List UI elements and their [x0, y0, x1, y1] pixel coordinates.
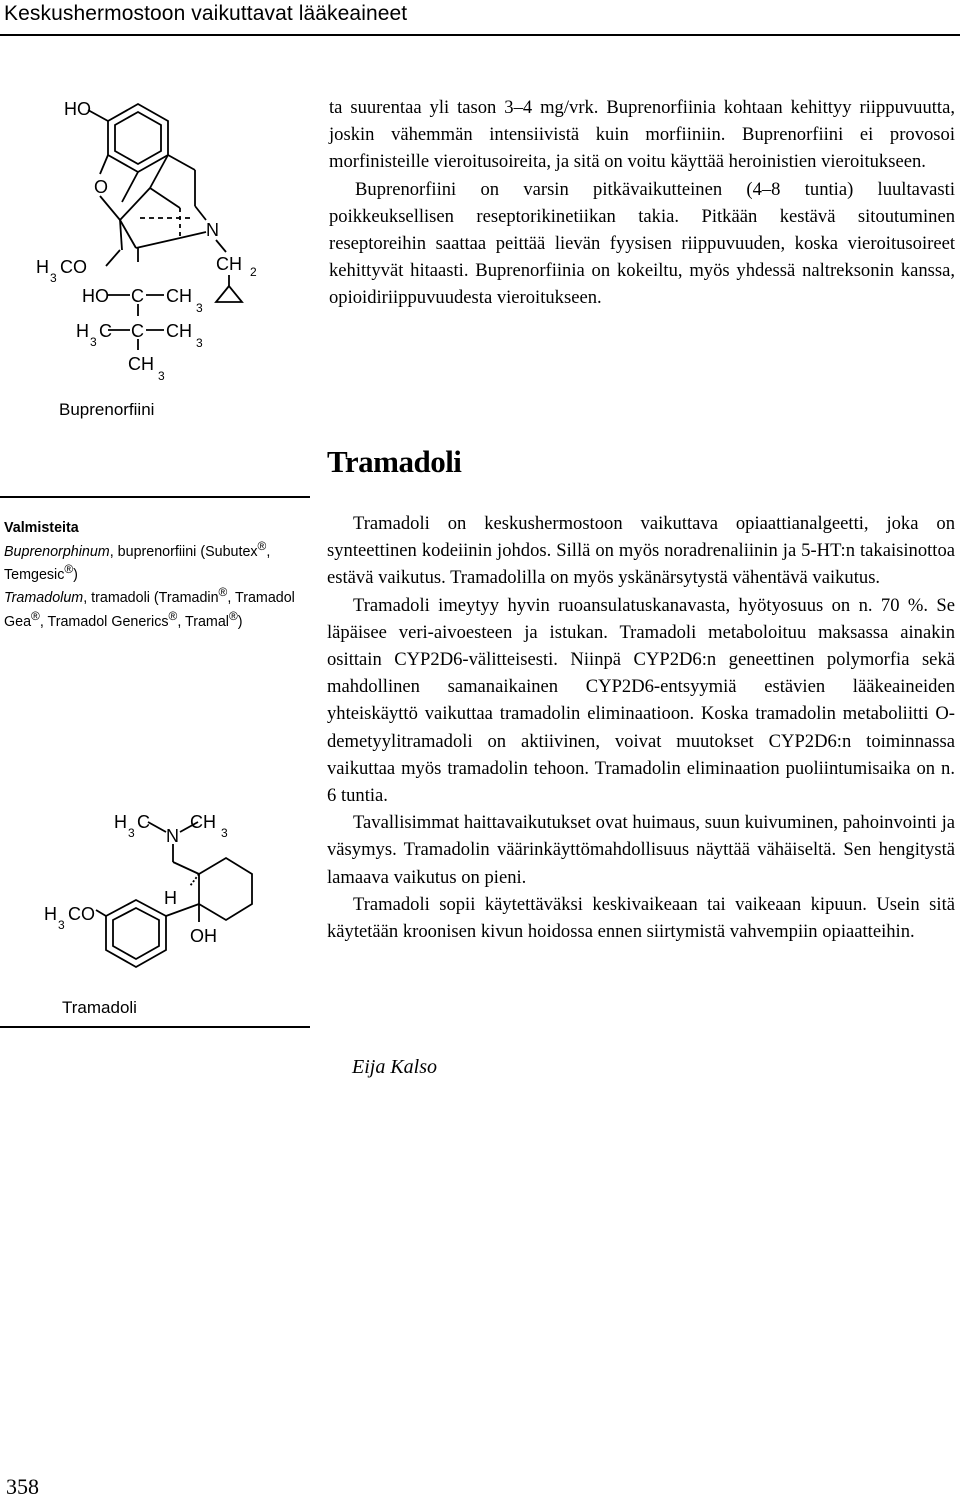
ch3-a-label: CH: [166, 286, 192, 306]
methoxy-co-label: CO: [68, 904, 95, 924]
sidebar-text-4: , tramadoli (Tramadin: [83, 590, 219, 607]
author: Eija Kalso: [352, 1056, 438, 1078]
cyclohexane-ring: [199, 858, 252, 920]
tramadol-paragraph-4: Tramadoli sopii käytettäväksi keskivaikeaan tai vaikeaan kipuun. Usein sitä käytetään kroonisen kivun hoidossa ennen siirtymistä vahvempiin opiaatteihin.: [327, 893, 955, 943]
h-label: H: [164, 888, 177, 908]
sidebar-text-1: , buprenorfiini (Subutex: [109, 543, 258, 560]
reg-mark: ®: [168, 608, 178, 623]
methoxy-sub: 3: [50, 271, 57, 285]
tramadol-n-label: N: [166, 826, 179, 846]
c1-label: C: [131, 286, 144, 306]
sidebar-tramadolum: Tramadolum: [4, 590, 84, 607]
tramadol-paragraph-2: Tramadoli imeytyy hyvin ruoansulatuskanavasta, hyötyosuus on n. 70 %. Se läpäisee veri-aivoesteen ja istukan. Tramadoli metaboloituu maksassa ainakin osittain CYP2D6-välitteisesti. Niinpä CYP2D6:n geneettinen polymorfia sekä mahdollinen samanaikainen CYP2D6-entsyymiä estävien lääkeaineiden yhteiskäyttö vaikuttaa tramadolin eliminaatioon. Koska tramadolin metaboliitti O-demetyylitramadoli on aktiivinen, voivat muutokset CYP2D6:n toiminnassa vaikuttaa myös tramadolin tehoon. Tramadolin eliminaation puoliintumisaika on n. 6 tuntia.: [327, 594, 955, 807]
ch3-b-sub: 3: [196, 336, 203, 350]
sidebar-text-7: , Tramal: [177, 613, 229, 630]
h3c-left-c: C: [137, 812, 150, 832]
sidebar-text-3: ): [73, 566, 78, 583]
buprenorphine-structure: [30, 90, 290, 390]
h3c-sub: 3: [90, 335, 97, 349]
oh-label: OH: [190, 926, 217, 946]
sidebar-text: [4, 520, 306, 631]
buprenorphine-caption: Buprenorfiini: [59, 400, 155, 419]
sidebar-text-2: , Temgesic: [4, 543, 271, 583]
header-rule: [0, 34, 960, 36]
ch3-b-label: CH: [166, 321, 192, 341]
tramadol-structure: [40, 800, 310, 990]
tramadol-paragraph-3: Tavallisimmat haittavaikutukset ovat huimaus, suun kuivuminen, pahoinvointi ja väsymys. Tramadolin väärinkäyttömahdollisuus näyttää vähäiseltä. Sen hengitystä lamaava vaikutus on pieni.: [327, 812, 955, 888]
h3c-left-sub: 3: [128, 826, 135, 840]
ch3-a-sub: 3: [196, 301, 203, 315]
reg-mark: ®: [31, 608, 40, 623]
sidebar-buprenorphinum: Buprenorphinum: [4, 543, 110, 560]
reg-mark: ®: [218, 585, 228, 600]
reg-mark: ®: [64, 561, 74, 576]
methoxy-co: CO: [60, 257, 87, 277]
benzene-ring: [106, 900, 166, 967]
ch3-c-sub: 3: [158, 369, 165, 383]
methoxy-sub-label: 3: [58, 918, 65, 932]
sidebar-text-5: , Tramadol Gea: [4, 590, 295, 630]
section-heading: Tramadoli: [327, 444, 462, 479]
tramadol-column: [327, 510, 955, 945]
ho-top-label: HO: [64, 99, 91, 119]
n-label: N: [206, 220, 219, 240]
intro-paragraph-1: ta suurentaa yli tason 3–4 mg/vrk. Buprenorfiinia kohtaan kehittyy riippuvuutta, joskin vähemmän intensiivistä kuin morfiiniin. Buprenorfiini ei provosoi morfinisteille vieroitusoireita, ja sitä on voitu käyttää heroinistien vieroitukseen.: [329, 97, 955, 173]
page-number: 358: [6, 1474, 39, 1499]
sidebar-title: Valmisteita: [4, 520, 79, 536]
c2-label: C: [131, 321, 144, 341]
h3c-left-h: H: [114, 812, 127, 832]
tramadol-svg: [40, 800, 310, 990]
ch2-label: CH: [216, 254, 242, 274]
running-head: Keskushermostoon vaikuttavat lääkeaineet: [4, 2, 408, 25]
ch3-c-label: CH: [128, 354, 154, 374]
buprenorphine-svg: [30, 90, 290, 390]
methoxy-h-label: H: [44, 904, 57, 924]
intro-column: [329, 94, 955, 312]
ho-c-label: HO: [82, 286, 109, 306]
intro-paragraph-2: Buprenorfiini on varsin pitkävaikutteinen (4–8 tuntia) luultavasti poikkeuksellisen reseptorikinetiikan takia. Pitkään kestävä sitoutuminen reseptoreihin saattaa peittää lievän fyysisen riippuvuuden, koska vieroitusoireet kehittyvät hitaasti. Buprenorfiinia on kokeiltu, myös yhdessä naltreksonin kanssa, opioidiriippuvuudesta vieroitukseen.: [329, 178, 955, 309]
sidebar-text-6: , Tramadol Generics: [39, 613, 169, 630]
h3c-h: H: [76, 321, 89, 341]
tramadol-caption: Tramadoli: [62, 998, 137, 1017]
ch3-right-label: CH: [190, 812, 216, 832]
h3c-c: C: [99, 321, 112, 341]
tramadol-paragraph-1: Tramadoli on keskushermostoon vaikuttava opiaattianalgeetti, joka on synteettinen kodeiinin johdos. Sillä on myös noradrenaliinin ja 5-HT:n takaisinottoa estävä vaikutus. Tramadolilla on myös yskänärsytystä vähentävä vaikutus.: [327, 513, 955, 589]
ch3-right-sub: 3: [221, 826, 228, 840]
reg-mark: ®: [228, 608, 238, 623]
ch2-sub: 2: [250, 265, 257, 279]
ring-o-label: O: [94, 177, 109, 197]
methoxy-h: H: [36, 257, 49, 277]
sidebar-product-list: [4, 538, 306, 631]
sidebar-text-8: ): [237, 613, 243, 630]
aromatic-ring: [108, 104, 168, 172]
reg-mark: ®: [257, 538, 267, 553]
